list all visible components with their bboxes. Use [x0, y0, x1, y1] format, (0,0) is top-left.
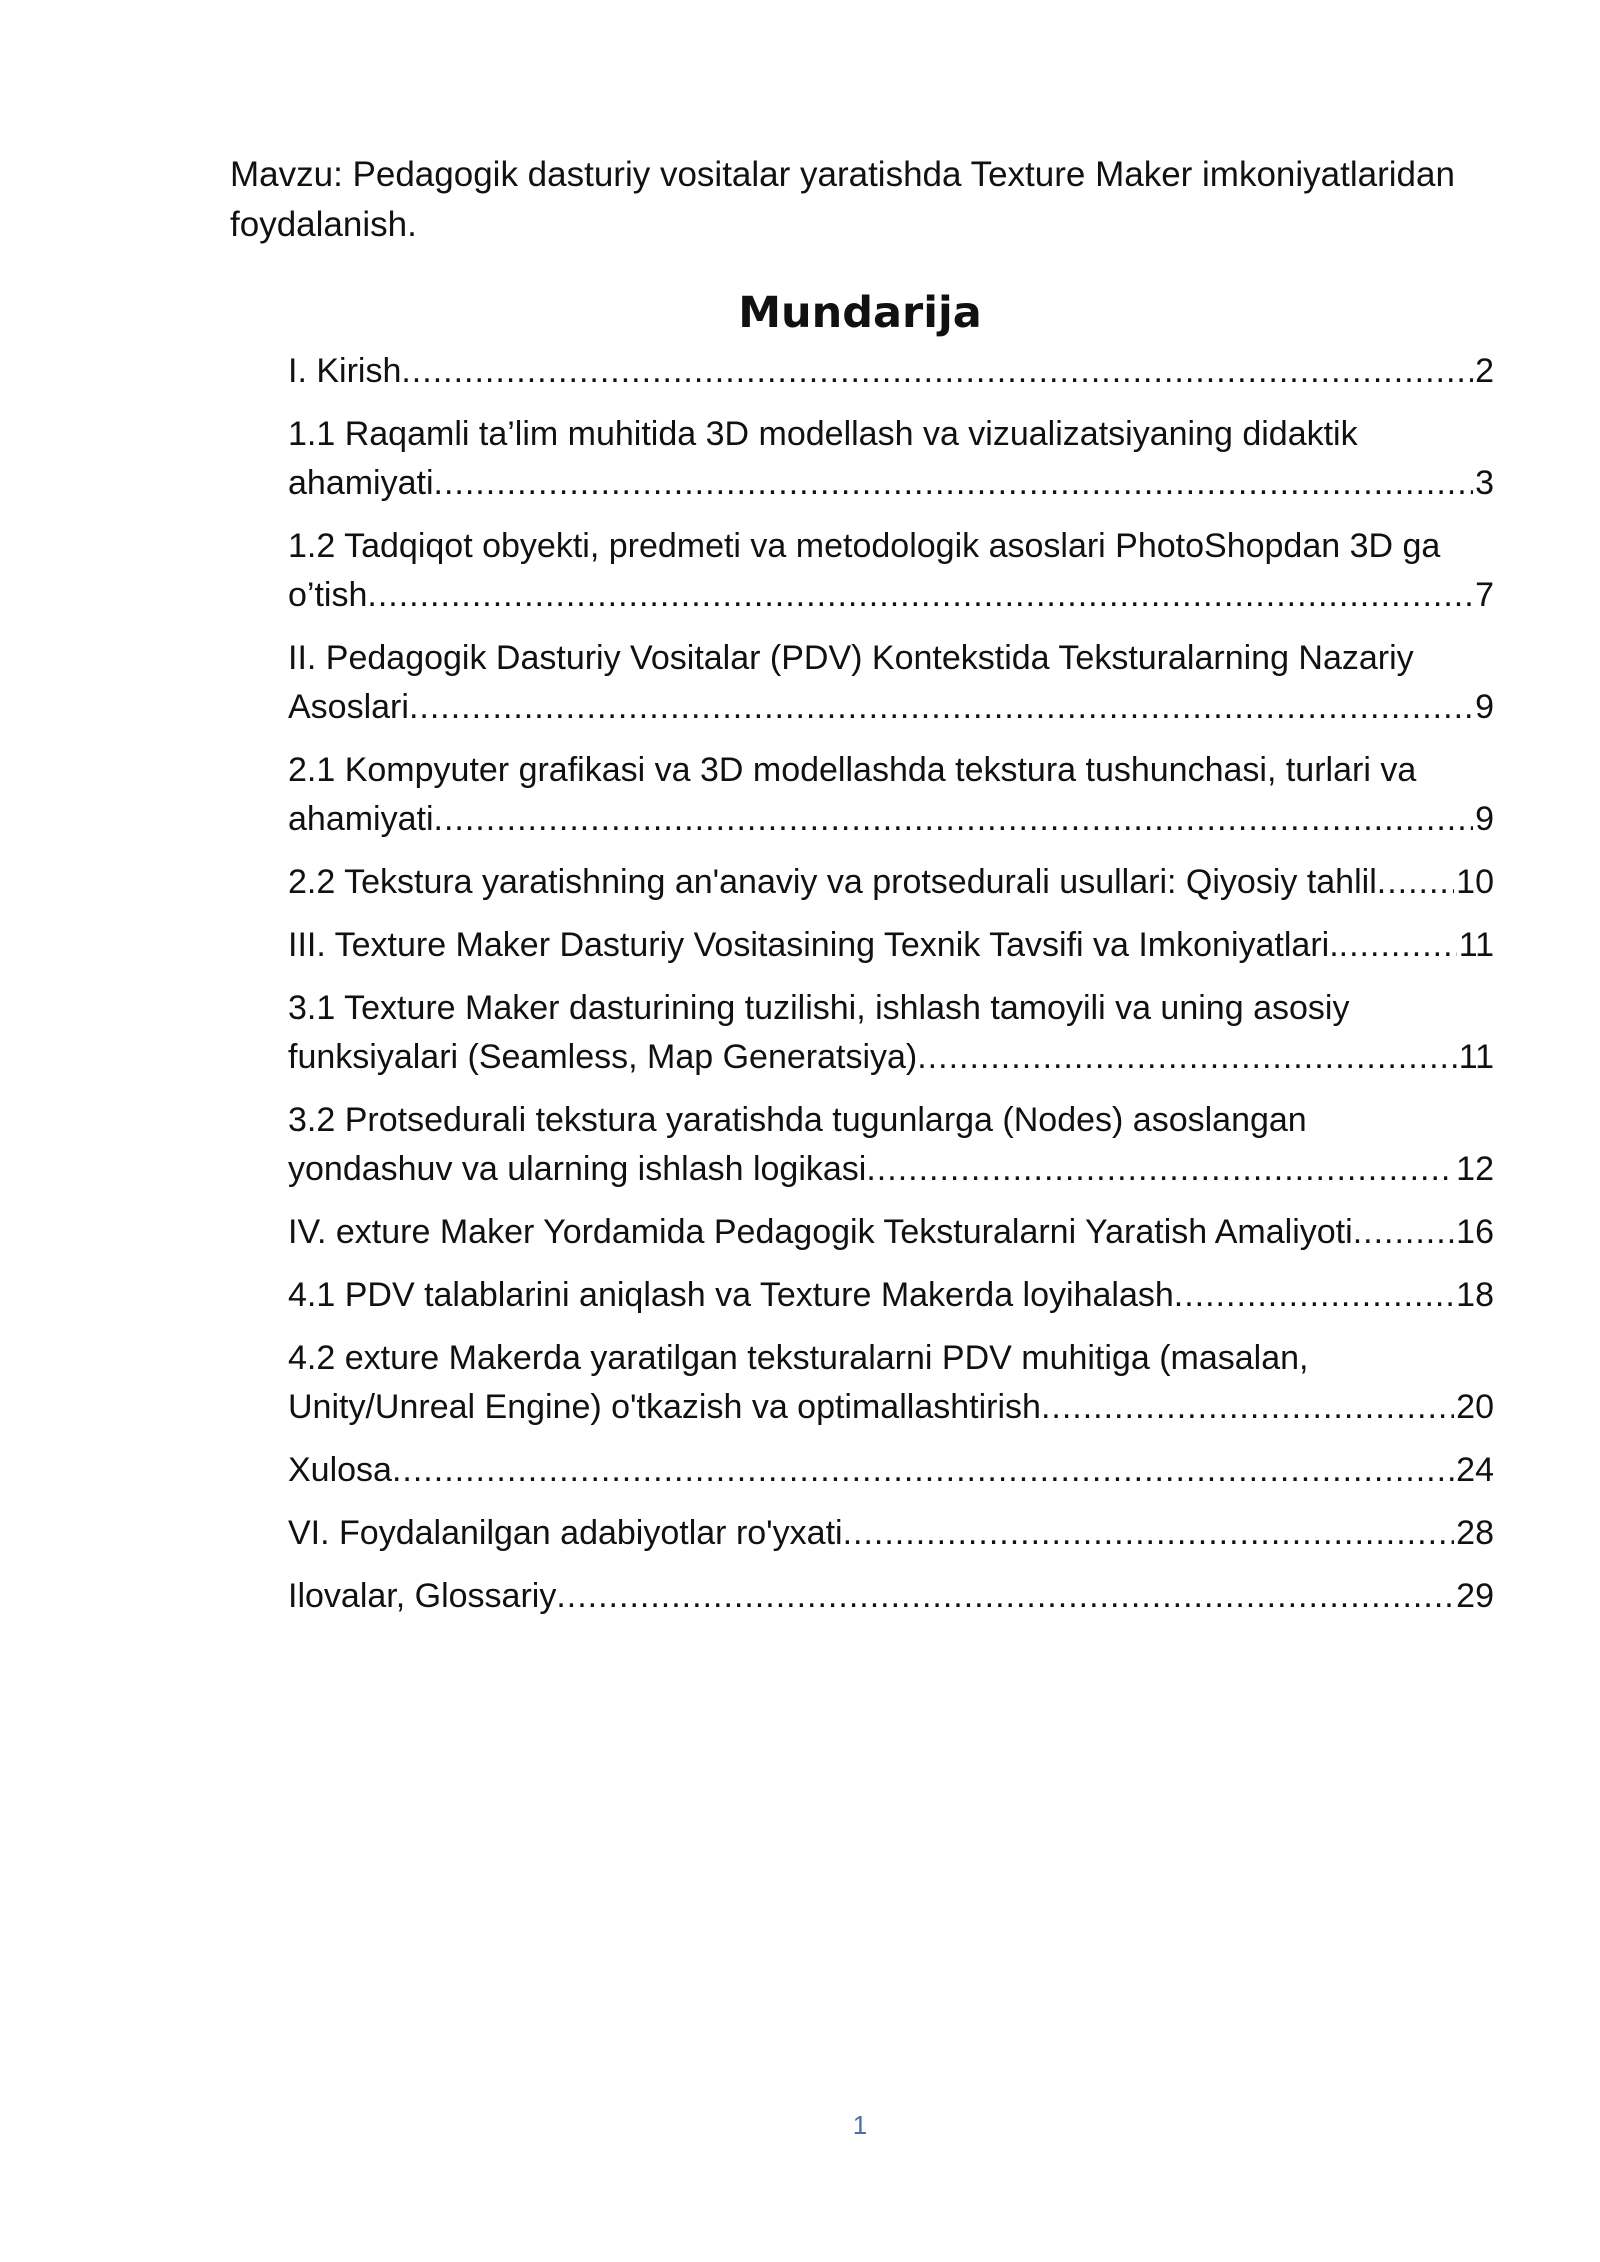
toc-page-number: 29 — [1456, 1577, 1494, 1615]
toc-entry-xulosa[interactable] — [288, 1446, 1494, 1495]
toc-entry-text: VI. Foydalanilgan adabiyotlar ro'yxati — [288, 1514, 843, 1552]
toc-leader-dots — [556, 1572, 1454, 1621]
toc-entry-ilovalar[interactable] — [288, 1572, 1494, 1621]
toc-entry-line — [288, 858, 1494, 907]
toc-entry-line — [288, 795, 1494, 844]
toc-leader-dots — [434, 795, 1474, 844]
document-topic: Mavzu: Pedagogik dasturiy vositalar yaratishda Texture Maker imkoniyatlaridan foydalanish. — [230, 155, 1455, 244]
toc-entry-iii[interactable] — [288, 921, 1494, 970]
toc-leader-dots — [1174, 1271, 1454, 1320]
toc-entry-text: III. Texture Maker Dasturiy Vositasining Texnik Tavsifi va Imkoniyatlari. — [288, 926, 1339, 964]
toc-page-number: 11 — [1458, 926, 1494, 964]
toc-entry-text: ahamiyati — [288, 464, 434, 502]
toc-entry-line — [288, 1145, 1494, 1194]
toc-page-number: 18 — [1456, 1276, 1494, 1314]
toc-page-number: 9 — [1475, 800, 1494, 838]
toc-entry-text: funksiyalari (Seamless, Map Generatsiya) — [288, 1038, 918, 1076]
toc-page-number: 10 — [1456, 863, 1494, 901]
toc-entry-1-1[interactable] — [288, 410, 1494, 508]
toc-title: Mundarija — [738, 288, 982, 338]
toc-entry-text: Xulosa — [288, 1451, 392, 1489]
toc-entry-kirish[interactable] — [288, 347, 1494, 396]
toc-entry-text-line1: 1.2 Tadqiqot obyekti, predmeti va metodologik asoslari PhotoShopdan 3D ga — [288, 527, 1441, 565]
toc-entry-line — [288, 571, 1494, 620]
toc-entry-3-2[interactable] — [288, 1096, 1494, 1194]
toc-entry-3-1[interactable] — [288, 984, 1494, 1082]
toc-leader-dots — [367, 571, 1473, 620]
toc-entry-text: I. Kirish — [288, 352, 402, 390]
toc-entry-text: 4.1 PDV talablarini aniqlash va Texture Makerda loyihalash — [288, 1276, 1174, 1314]
toc-leader-dots — [409, 683, 1473, 732]
toc-leader-dots — [1339, 921, 1457, 970]
toc-entry-vi[interactable] — [288, 1509, 1494, 1558]
toc-entry-line — [288, 1383, 1494, 1432]
toc-page-number: 7 — [1475, 576, 1494, 614]
toc-entry-line — [288, 1572, 1494, 1621]
toc-entry-text-line1: II. Pedagogik Dasturiy Vositalar (PDV) Kontekstida Teksturalarning Nazariy — [288, 639, 1414, 677]
toc-leader-dots — [843, 1509, 1455, 1558]
toc-entry-4-2[interactable] — [288, 1334, 1494, 1432]
toc-entry-line — [288, 1509, 1494, 1558]
toc-entry-4-1[interactable] — [288, 1271, 1494, 1320]
toc-entry-ii[interactable] — [288, 634, 1494, 732]
toc-entry-text: yondashuv va ularning ishlash logikasi — [288, 1150, 867, 1188]
toc-page-number: 3 — [1475, 464, 1494, 502]
toc-leader-dots — [434, 459, 1474, 508]
toc-page-number: 9 — [1475, 688, 1494, 726]
toc-entry-2-1[interactable] — [288, 746, 1494, 844]
toc-entry-text-line1: 1.1 Raqamli ta’lim muhitida 3D modellash va vizualizatsiyaning didaktik — [288, 415, 1358, 453]
toc-page-number: 24 — [1456, 1451, 1494, 1489]
toc-page-number: 16 — [1456, 1213, 1494, 1251]
toc-page-number: 2 — [1475, 352, 1494, 390]
toc-entry-text: ahamiyati — [288, 800, 434, 838]
page-number: 1 — [852, 2110, 868, 2140]
toc-entry-text-line1: 4.2 exture Makerda yaratilgan teksturalarni PDV muhitiga (masalan, — [288, 1339, 1309, 1377]
toc-entry-line — [288, 347, 1494, 396]
toc-leader-dots — [1353, 1208, 1454, 1257]
toc-entry-text: IV. exture Maker Yordamida Pedagogik Teksturalarni Yaratish Amaliyoti — [288, 1213, 1353, 1251]
toc-entry-iv[interactable] — [288, 1208, 1494, 1257]
toc-leader-dots — [866, 1145, 1454, 1194]
toc-entry-text-line1: 3.2 Protsedurali tekstura yaratishda tugunlarga (Nodes) asoslangan — [288, 1101, 1307, 1139]
toc-entry-line — [288, 459, 1494, 508]
toc-page-number: 28 — [1456, 1514, 1494, 1552]
table-of-contents — [288, 347, 1494, 1635]
toc-page-number: 20 — [1456, 1388, 1494, 1426]
toc-page-number: 11 — [1458, 1038, 1494, 1076]
toc-leader-dots — [917, 1033, 1456, 1082]
toc-entry-text: o’tish — [288, 576, 368, 614]
toc-entry-line — [288, 921, 1494, 970]
toc-entry-2-2[interactable] — [288, 858, 1494, 907]
toc-entry-line — [288, 1446, 1494, 1495]
toc-entry-line — [288, 1208, 1494, 1257]
toc-entry-1-2[interactable] — [288, 522, 1494, 620]
toc-leader-dots — [1041, 1383, 1454, 1432]
toc-entry-text: Unity/Unreal Engine) o'tkazish va optimallashtirish — [288, 1388, 1041, 1426]
toc-leader-dots — [1377, 858, 1454, 907]
toc-entry-line — [288, 1271, 1494, 1320]
toc-entry-text: Asoslari — [288, 688, 409, 726]
toc-entry-text: Ilovalar, Glossariy — [288, 1577, 557, 1615]
toc-entry-text-line1: 3.1 Texture Maker dasturining tuzilishi, ishlash tamoyili va uning asosiy — [288, 989, 1350, 1027]
toc-entry-line — [288, 683, 1494, 732]
toc-entry-text: 2.2 Tekstura yaratishning an'anaviy va protsedurali usullari: Qiyosiy tahlil — [288, 863, 1377, 901]
toc-page-number: 12 — [1456, 1150, 1494, 1188]
toc-entry-line — [288, 1033, 1494, 1082]
toc-entry-text-line1: 2.1 Kompyuter grafikasi va 3D modellashda tekstura tushunchasi, turlari va — [288, 751, 1417, 789]
toc-leader-dots — [401, 347, 1473, 396]
toc-leader-dots — [392, 1446, 1454, 1495]
